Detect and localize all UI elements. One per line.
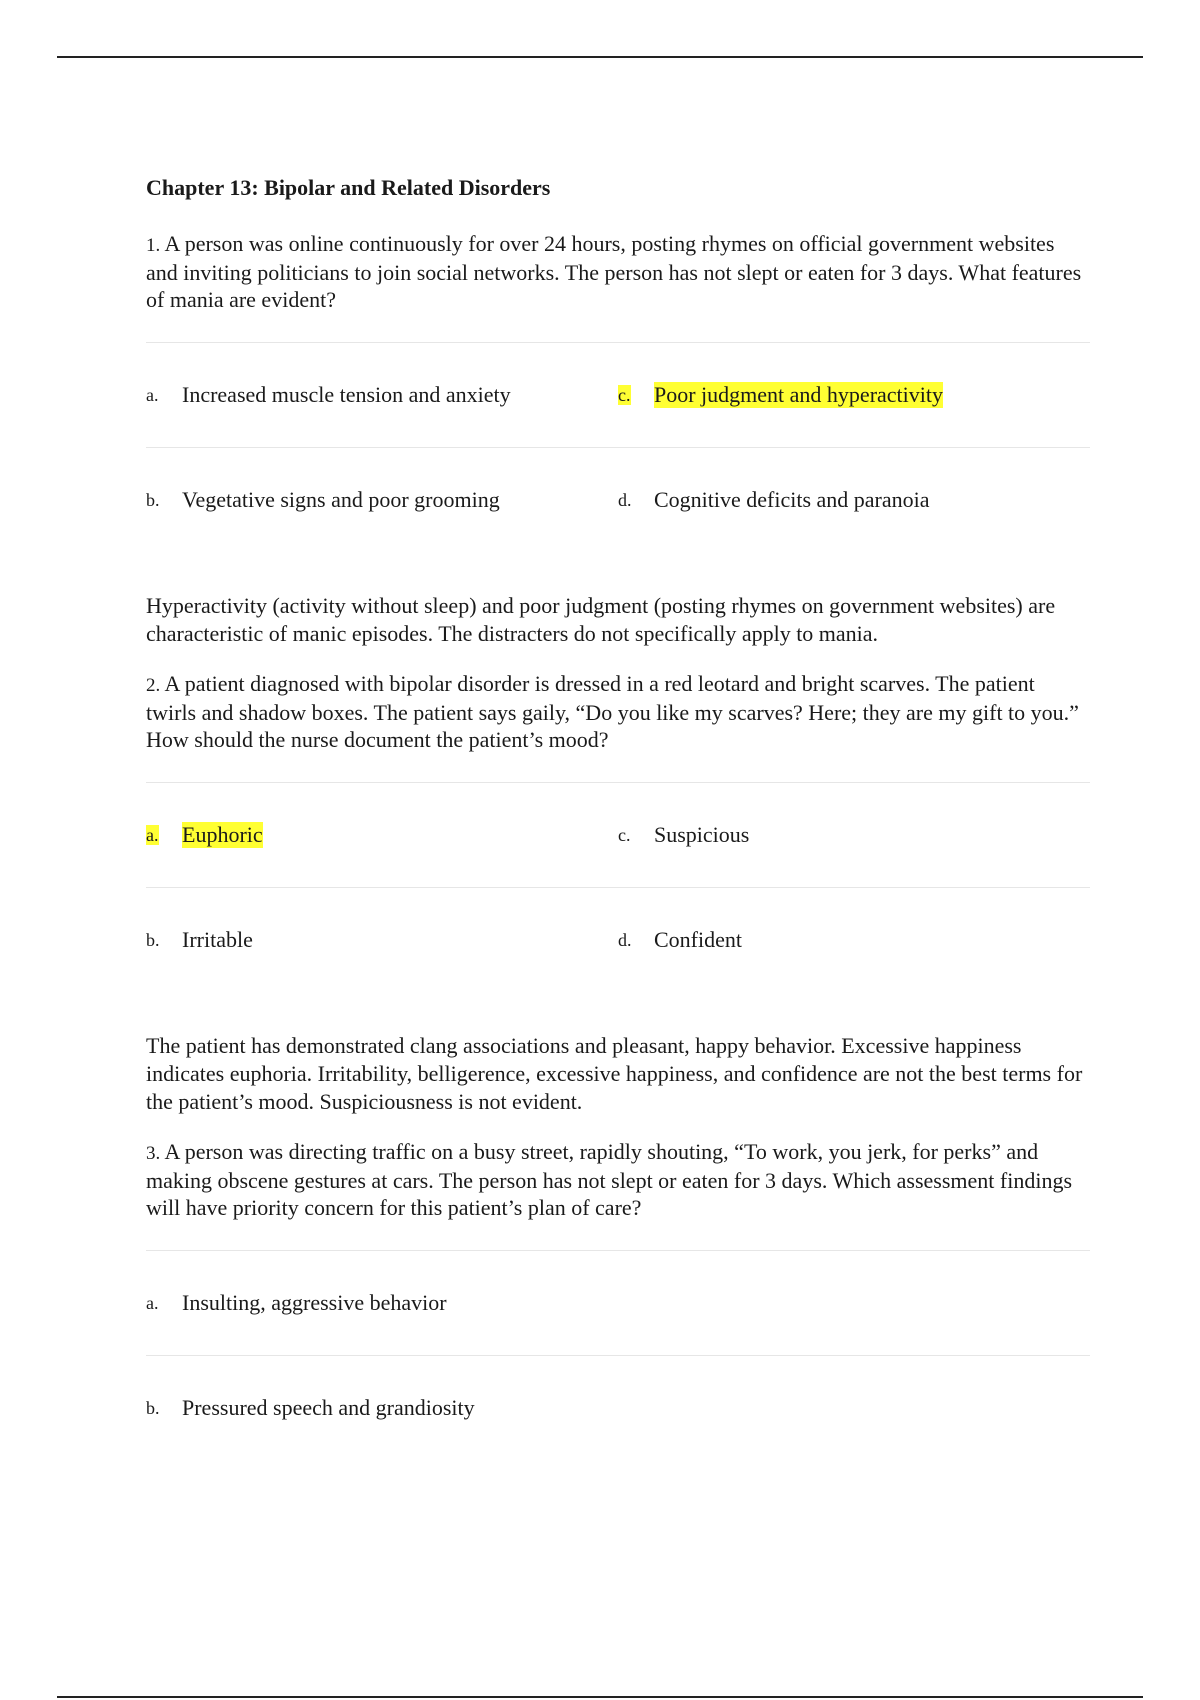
question-stem: A patient diagnosed with bipolar disorder is dressed in a red leotard and bright scarves. The patient twirls and shadow boxes. The patient says gaily, “Do you like my scarves? Here; they are my gift to you.” How should the nurse document the patient’s mood? xyxy=(146,671,1079,752)
rationale: The patient has demonstrated clang associations and pleasant, happy behavior. Excessive happiness indicates euphoria. Irritability, belligerence, excessive happiness, and confidence are not the best terms for the patient’s mood. Suspiciousness is not evident. xyxy=(146,1033,1083,1114)
question-stem: A person was online continuously for over 24 hours, posting rhymes on official government websites and inviting politicians to join social networks. The person has not slept or eaten for 3 days. What features of mania are evident? xyxy=(146,231,1082,312)
answer-options xyxy=(146,782,1090,992)
question-number: 3. xyxy=(146,1143,161,1164)
highlighted-option-text: Euphoric xyxy=(182,822,263,847)
option-letter: d. xyxy=(618,929,632,950)
answer-options xyxy=(146,342,1090,552)
option-a xyxy=(146,822,618,848)
option-text: Insulting, aggressive behavior xyxy=(182,1290,447,1315)
option-text: Irritable xyxy=(182,927,253,952)
option-letter: c. xyxy=(618,824,631,845)
option-letter: a. xyxy=(146,384,159,405)
option-row xyxy=(146,343,1090,448)
option-text: Cognitive deficits and paranoia xyxy=(654,487,930,512)
highlighted-option-letter: a. xyxy=(146,824,159,845)
rationale: Hyperactivity (activity without sleep) and poor judgment (posting rhymes on government websites) are characteristic of manic episodes. The distracters do not specifically apply to mania. xyxy=(146,593,1056,646)
option-letter: b. xyxy=(146,929,160,950)
option-b xyxy=(146,1395,618,1421)
option-letter: b. xyxy=(146,1397,160,1418)
question-text xyxy=(146,670,1090,753)
option-letter: b. xyxy=(146,489,160,510)
question-number: 2. xyxy=(146,675,161,696)
question-stem: A person was directing traffic on a busy street, rapidly shouting, “To work, you jerk, for perks” and making obscene gestures at cars. The person has not slept or eaten for 3 days. Which assessment findings will have priority concern for this patient’s plan of care? xyxy=(146,1139,1073,1220)
footer-rule xyxy=(57,1696,1143,1698)
option-text: Pressured speech and grandiosity xyxy=(182,1395,475,1420)
option-text: Confident xyxy=(654,927,742,952)
question-text xyxy=(146,230,1090,313)
option-text: Vegetative signs and poor grooming xyxy=(182,487,500,512)
answer-options xyxy=(146,1250,1090,1460)
option-row xyxy=(146,1356,1090,1460)
option-b xyxy=(146,487,618,513)
option-text: Suspicious xyxy=(654,822,750,847)
option-letter: a. xyxy=(146,1292,159,1313)
header-rule xyxy=(57,56,1143,58)
option-c xyxy=(618,382,1090,408)
question-text xyxy=(146,1138,1090,1221)
option-row xyxy=(146,888,1090,992)
question-1 xyxy=(146,230,1090,648)
question-2 xyxy=(146,670,1090,1116)
option-a xyxy=(146,382,618,408)
option-row xyxy=(146,1251,1090,1356)
question-number: 1. xyxy=(146,235,161,256)
option-letter: d. xyxy=(618,489,632,510)
question-3 xyxy=(146,1138,1090,1460)
document-body xyxy=(146,170,1090,1460)
option-row xyxy=(146,783,1090,888)
option-a xyxy=(146,1290,618,1316)
option-d xyxy=(618,927,1090,953)
highlighted-option-letter: c. xyxy=(618,384,631,405)
option-b xyxy=(146,927,618,953)
option-row xyxy=(146,448,1090,552)
chapter-title: Chapter 13: Bipolar and Related Disorders xyxy=(146,175,551,200)
option-text: Increased muscle tension and anxiety xyxy=(182,382,511,407)
option-d xyxy=(618,487,1090,513)
option-c xyxy=(618,822,1090,848)
highlighted-option-text: Poor judgment and hyperactivity xyxy=(654,382,943,407)
